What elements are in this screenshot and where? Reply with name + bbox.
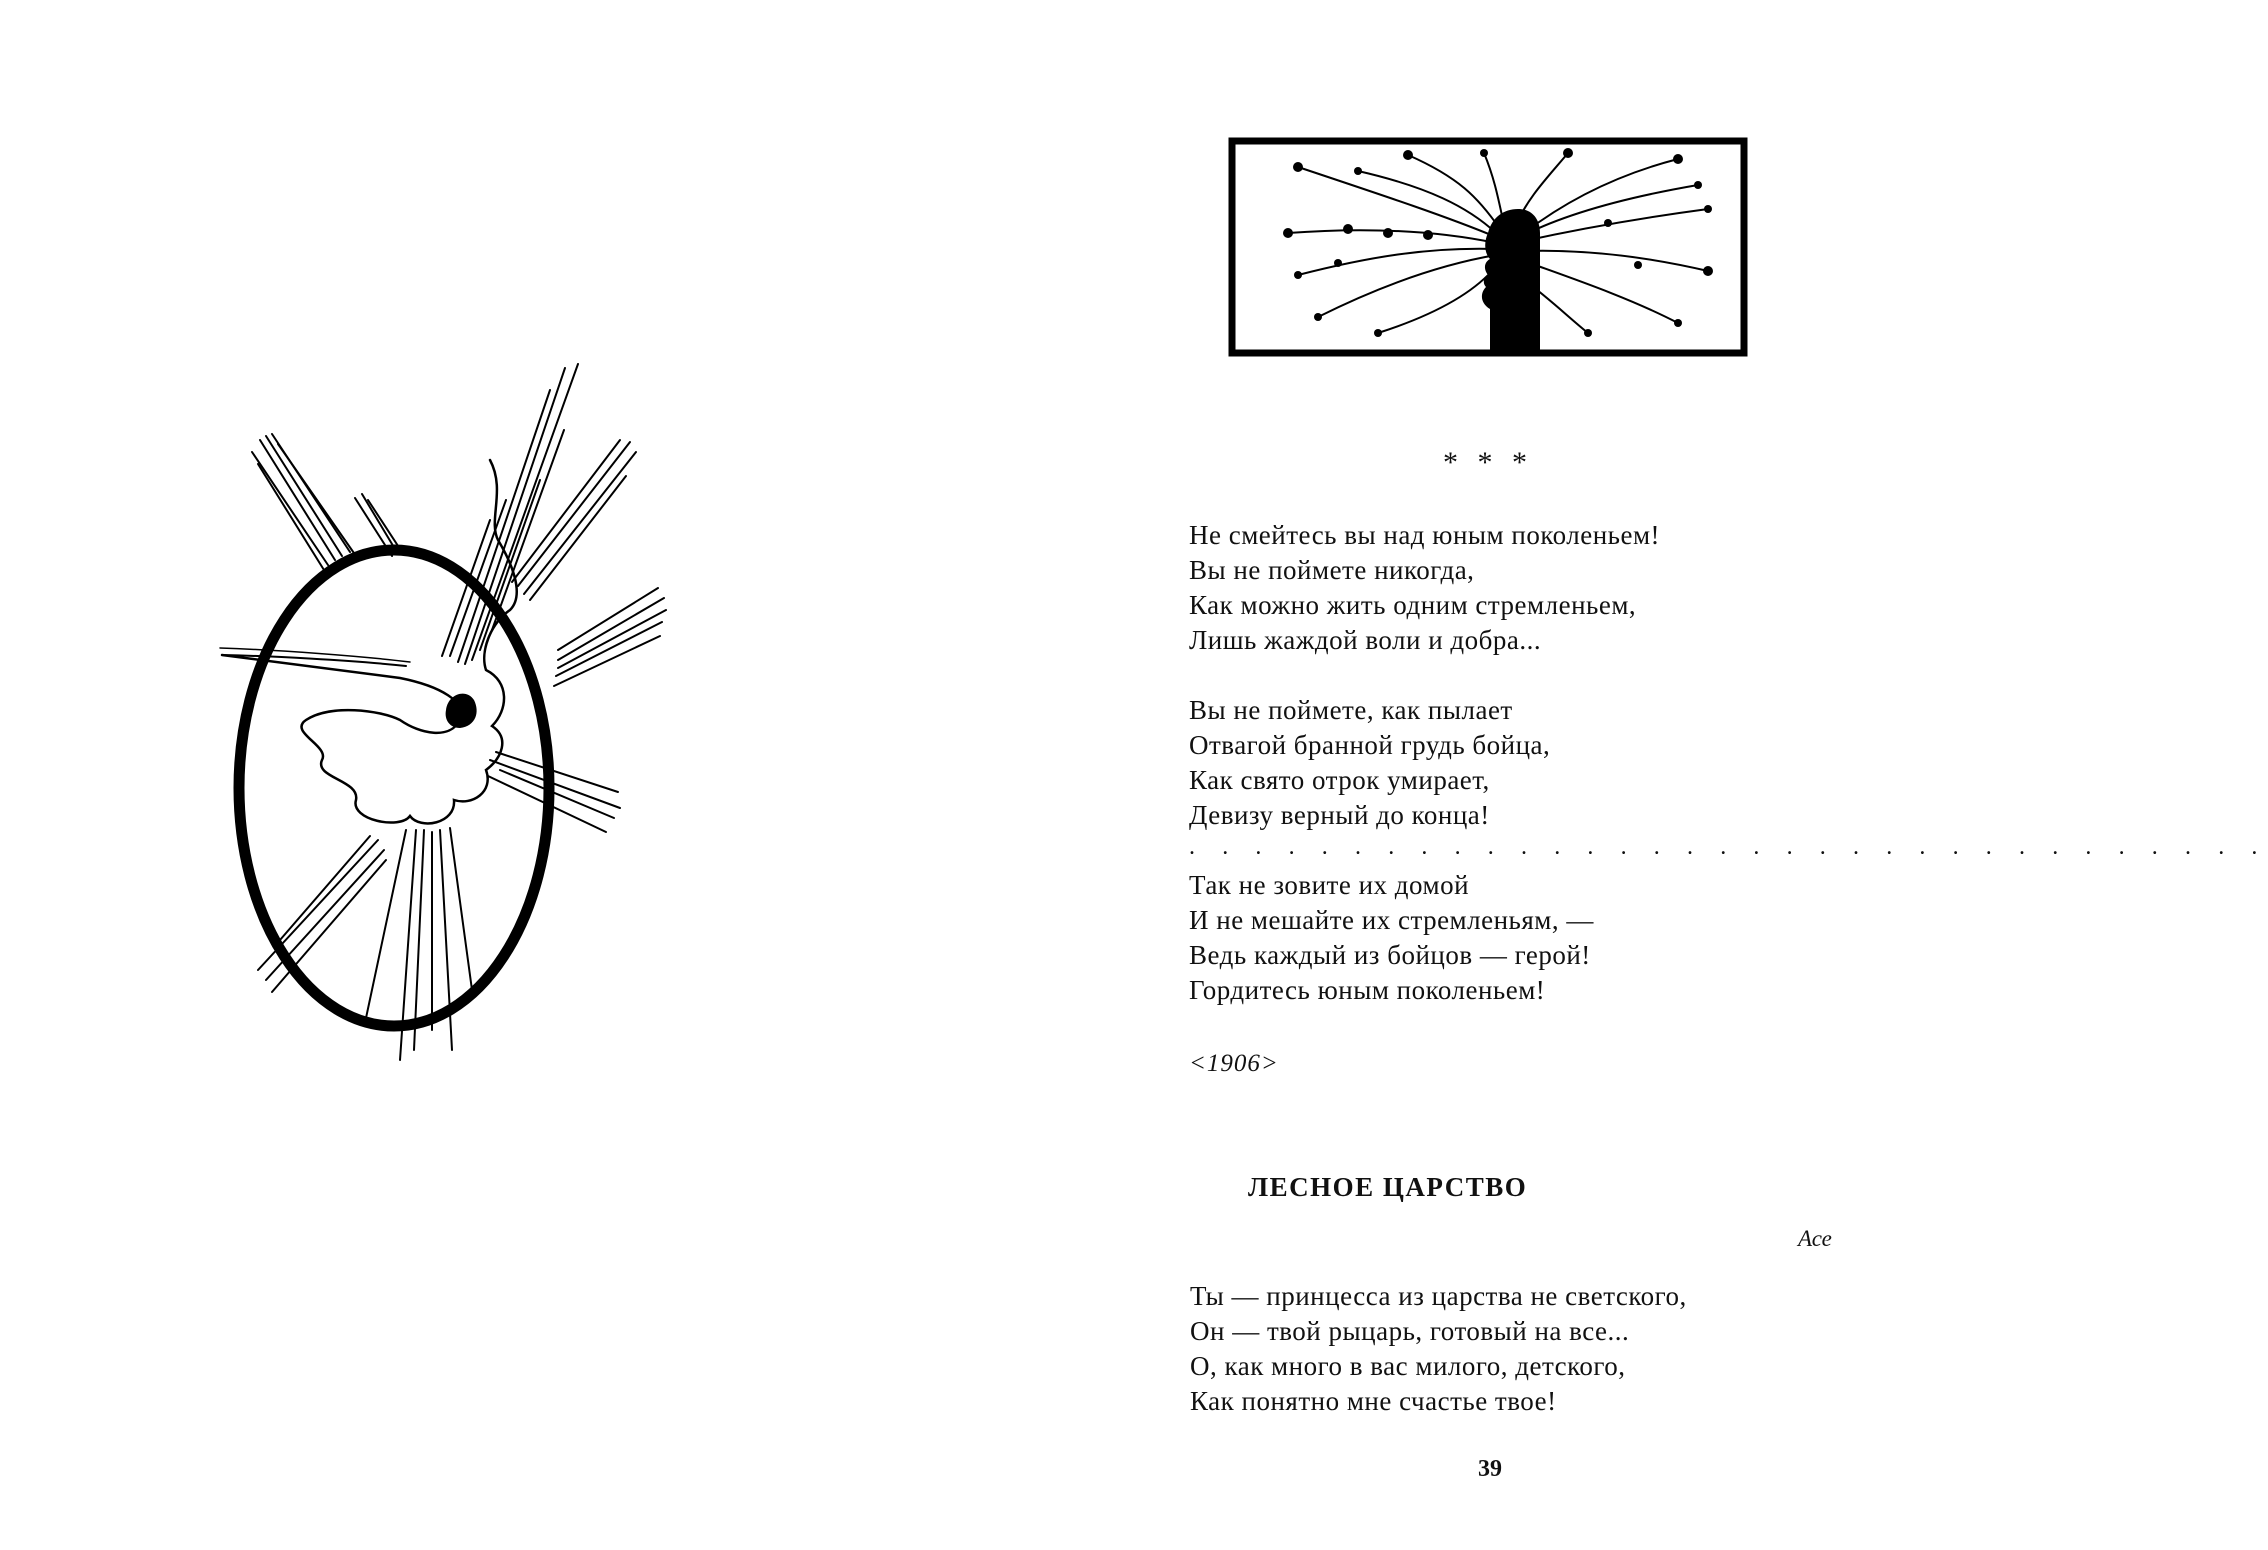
poem-line: Ты — принцесса из царства не светского, [1190, 1281, 1687, 1311]
poem-line: Лишь жаждой воли и добра... [1189, 625, 1542, 655]
poem-line: Как можно жить одним стремленьем, [1189, 590, 1637, 620]
poem-line: Вы не поймете никогда, [1189, 555, 1475, 585]
stanza [1189, 868, 1869, 1008]
poem-line: Ведь каждый из бойцов — герой! [1189, 940, 1591, 970]
left-page [0, 0, 988, 1550]
poem-dedication: Асе [1798, 1226, 1832, 1251]
poem-line: Девизу верный до конца! [1189, 800, 1490, 830]
poem-line: Он — твой рыцарь, готовый на все... [1190, 1316, 1630, 1346]
stanza [1189, 693, 1869, 833]
poem-line: Так не зовите их домой [1189, 870, 1470, 900]
poem-one [1189, 518, 2268, 1008]
poem-two [1190, 1279, 1870, 1419]
poem-line: И не мешайте их стремленьям, — [1189, 905, 1594, 935]
poem-line: Гордитесь юным поколеньем! [1189, 975, 1546, 1005]
section-separator: * * * [1443, 446, 1533, 479]
stanza [1189, 518, 1869, 658]
poem-line: Как понятно мне счастье твое! [1190, 1386, 1557, 1416]
poem-line: Отвагой бранной грудь бойца, [1189, 730, 1551, 760]
poem-title: ЛЕСНОЕ ЦАРСТВО [1248, 1172, 1528, 1202]
poem-line: Не смейтесь вы над юным поколеньем! [1189, 520, 1661, 550]
poem-line: Как свято отрок умирает, [1189, 765, 1490, 795]
right-page [988, 0, 2268, 1550]
sunburst-oval-drawing-icon [210, 360, 800, 1130]
poem-date: <1906> [1189, 1050, 1279, 1077]
page-number: 39 [1478, 1456, 1502, 1482]
ellipsis-row: . . . . . . . . . . . . . . . . . . . . . . . . . . . . . . . . . [1189, 834, 2268, 860]
poem-line: Вы не поймете, как пылает [1189, 695, 1513, 725]
poem-line: О, как много в вас милого, детского, [1190, 1351, 1626, 1381]
head-silhouette-with-branches-icon [1228, 137, 1748, 357]
